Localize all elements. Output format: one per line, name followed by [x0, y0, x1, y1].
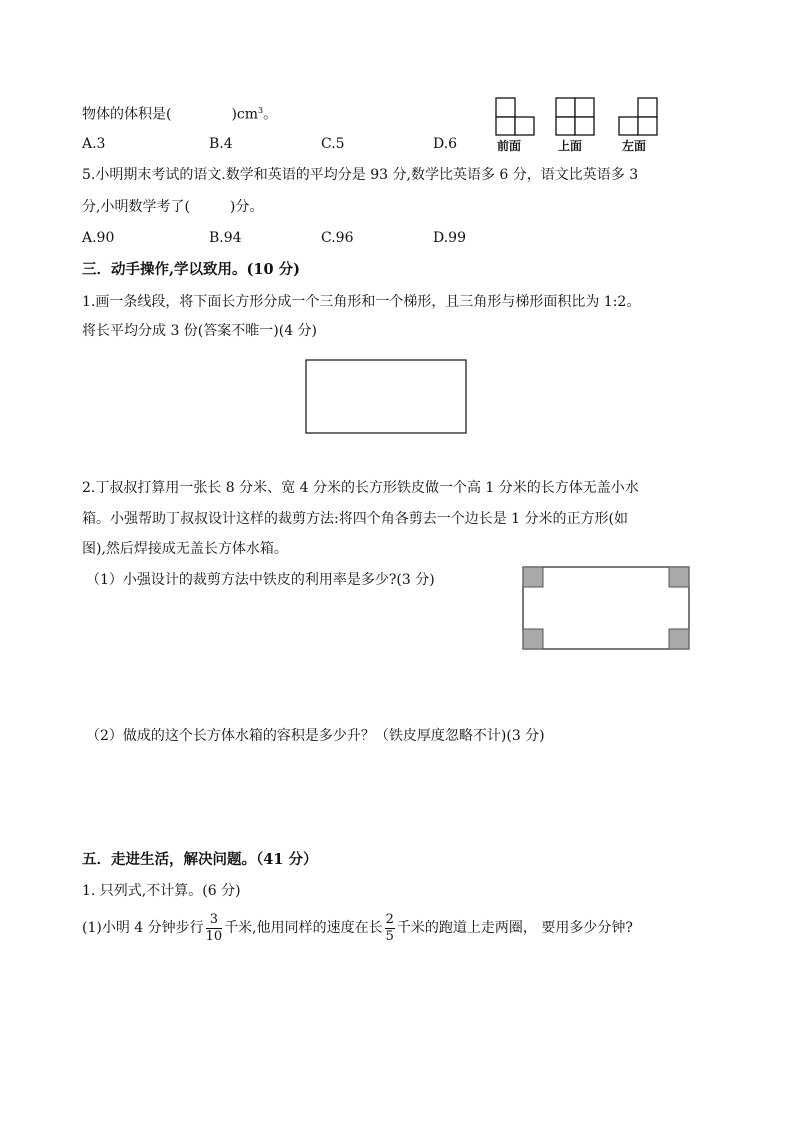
- top-view-label: 上面: [558, 139, 583, 153]
- section5-title: 五．走进生活，解决问题。（41 分）: [82, 851, 318, 868]
- fraction-3-10: $\frac{3}{10}$: [205, 911, 223, 944]
- s5-q1-title: 1. 只列式,不计算。(6 分): [82, 883, 241, 899]
- s3-q2-sub1: （1）小强设计的裁剪方法中铁皮的利用率是多少?(3 分): [86, 572, 435, 588]
- q5-option-a: A.90: [82, 230, 115, 246]
- q5-line1: 5.小明期末考试的语文.数学和英语的平均分是 93 分,数学比英语多 6 分，语文比英语多 3: [82, 167, 639, 183]
- q5-option-d: D.99: [433, 230, 466, 246]
- s3-q1-line2: 将长平均分成 3 份(答案不唯一)(4 分): [82, 323, 318, 339]
- fraction-2-5: $\frac{2}{5}$: [385, 911, 394, 944]
- q4-stem: 物体的体积是( )$cm^3$。: [82, 106, 278, 123]
- q4-option-b: B.4: [209, 136, 233, 152]
- section3-title: 三．动手操作,学以致用。(10 分): [82, 261, 300, 278]
- s3-q2-line1: 2.丁叔叔打算用一张长 8 分米、宽 4 分米的长方形铁皮做一个高 1 分米的长方体无盖小水: [82, 480, 639, 496]
- iron-sheet-diagram: [522, 566, 691, 651]
- s3-q2-line2: 箱。小强帮助丁叔叔设计这样的裁剪方法:将四个角各剪去一个边长是 1 分米的正方形(如: [82, 511, 628, 527]
- left-view-diagram: [618, 97, 660, 137]
- s3-q2-line3: 图),然后焊接成无盖长方体水箱。: [82, 541, 288, 557]
- rectangle-diagram: [305, 359, 468, 435]
- front-view-label: 前面: [497, 139, 522, 153]
- q4-option-a: A.3: [82, 136, 106, 152]
- q5-line2: 分,小明数学考了( )分。: [82, 199, 264, 215]
- q5-option-b: B.94: [209, 230, 242, 246]
- front-view-diagram: [495, 97, 537, 137]
- q5-option-c: C.96: [321, 230, 354, 246]
- top-view-diagram: [555, 97, 597, 137]
- left-view-label: 左面: [622, 139, 647, 153]
- s5-q1-1-text: (1)小明 4 分钟步行 $\frac{3}{10}$ 千米,他用同样的速度在长 $\frac{2}{5}$ 千米的跑道上走两圈， 要用多少分钟?: [82, 911, 633, 944]
- s3-q1-line1: 1.画一条线段，将下面长方形分成一个三角形和一个梯形，且三角形与梯形面积比为 1:2。: [82, 294, 641, 310]
- q4-option-d: D.6: [433, 136, 458, 152]
- s3-q2-sub2: （2）做成的这个长方体水箱的容积是多少升？（铁皮厚度忽略不计)(3 分): [86, 728, 545, 744]
- q4-option-c: C.5: [321, 136, 345, 152]
